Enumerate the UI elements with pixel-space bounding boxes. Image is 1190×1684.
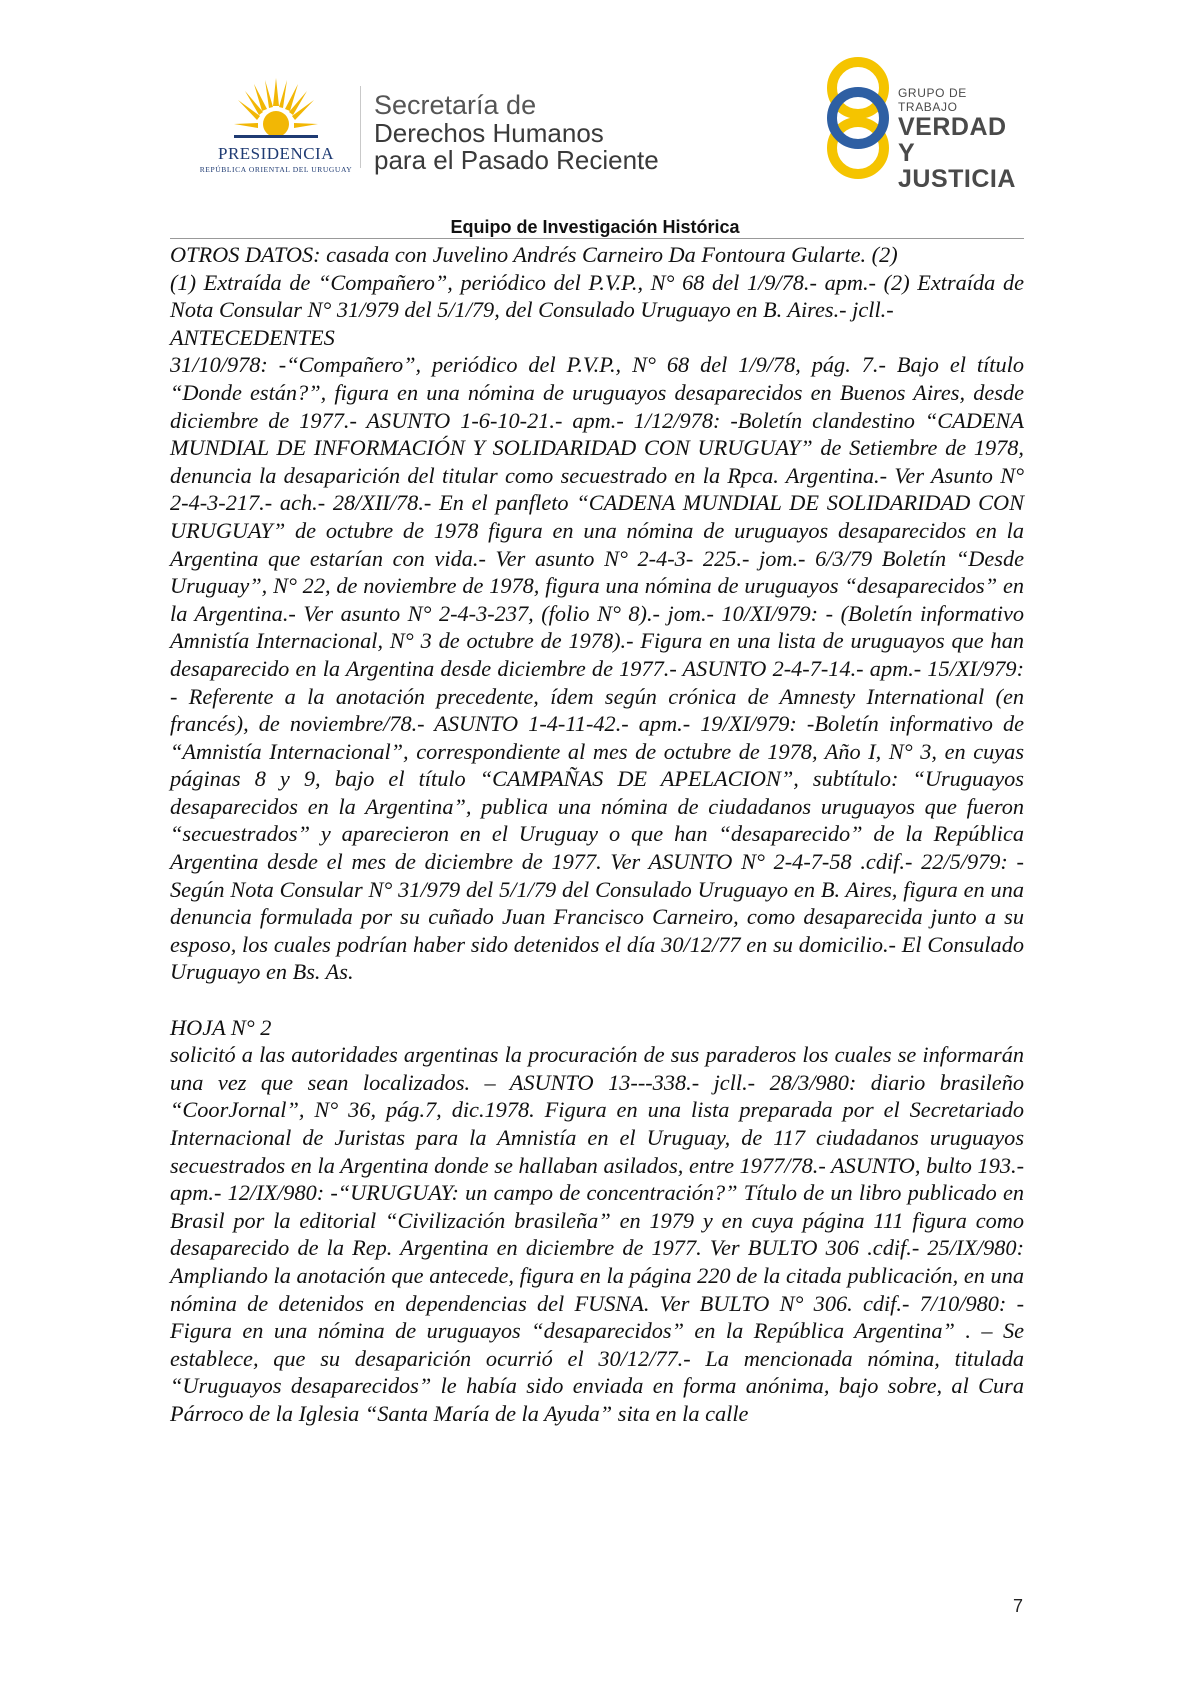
presidencia-logo xyxy=(196,78,356,178)
page-number: 7 xyxy=(1013,1596,1024,1616)
presidencia-subtitle: REPÚBLICA ORIENTAL DEL URUGUAY xyxy=(199,165,353,174)
presidencia-name: PRESIDENCIA xyxy=(217,144,334,163)
footnote: (1) Extraída de “Compañero”, periódico del P.V.P., N° 68 del 1/9/78.- apm.- (2) Extraída de Nota Consular N° 31/979 del 5/1/79, del Consulado Uruguayo en B. Aires.- jcll.- xyxy=(170,269,1024,323)
antecedentes-heading: ANTECEDENTES xyxy=(170,324,335,350)
rings-icon xyxy=(820,56,896,181)
secretaria-line1: Secretaría de xyxy=(374,90,537,120)
gtvj-line1: GRUPO DE TRABAJO xyxy=(898,86,967,114)
sun-icon xyxy=(234,78,318,138)
document-body xyxy=(170,241,1024,1428)
secretaria-line2: Derechos Humanos xyxy=(374,118,604,148)
verdad-justicia-text xyxy=(898,86,1030,192)
secretaria-line3: para el Pasado Reciente xyxy=(374,145,659,175)
paragraph-gap xyxy=(170,986,1024,1014)
secretaria-logo xyxy=(374,90,659,174)
team-title: Equipo de Investigación Histórica xyxy=(450,217,740,237)
hoja-heading: HOJA N° 2 xyxy=(170,1014,272,1040)
hoja-text: solicitó a las autoridades argentinas la procuración de sus paraderos los cuales se informarán una vez que sean localizados. – ASUNTO 13---338.- jcll.- 28/3/980: diario brasileño “CoorJornal”, N° 36, pág.7, dic.1978. Figura en una lista preparada por el Secretariado Internacional de Juristas para la Amnistía en el Uruguay, de 117 ciudadanos uruguayos secuestrados en la Argentina donde se hallaban asilados, entre 1977/78.- ASUNTO, bulto 193.- apm.- 12/IX/980: -“URUGUAY: un campo de concentración?” Título de un libro publicado en Brasil por la editorial “Civilización brasileña” en 1979 y en cuya página 111 figura como desaparecido de la Rep. Argentina en diciembre de 1977. Ver BULTO 306 .cdif.- 25/IX/980: Ampliando la anotación que antecede, figura en la página 220 de la citada publicación, en una nómina de detenidos en dependencias del FUSNA. Ver BULTO N° 306. cdif.- 7/10/980: - Figura en una nómina de uruguayos “desaparecidos” en la República Argentina” . – Se establece, que su desaparición ocurrió el 30/12/77.- La mencionada nómina, titulada “Uruguayos desaparecidos” le había sido enviada en forma anónima, bajo sobre, al Cura Párroco de la Iglesia “Santa María de la Ayuda” sita en la calle xyxy=(170,1042,1024,1426)
header-rule xyxy=(170,238,1024,239)
antecedentes-text: 31/10/978: -“Compañero”, periódico del P.V.P., N° 68 del 1/9/78, pág. 7.- Bajo el título “Donde están?”, figura en una nómina de uruguayos desaparecidos en Buenos Aires, desde diciembre de 1977.- ASUNTO 1-6-10-21.- apm.- 1/12/978: -Boletín clandestino “CADENA MUNDIAL DE INFORMACIÓN Y SOLIDARIDAD CON URUGUAY” de Setiembre de 1978, denuncia la desaparición del titular como secuestrado en la Rpca. Argentina.- Ver Asunto N° 2-4-3-217.- ach.- 28/XII/78.- En el panfleto “CADENA MUNDIAL DE SOLIDARIDAD CON URUGUAY” de octubre de 1978 figura en una nómina de uruguayos desaparecidos en la Argentina que estarían con vida.- Ver asunto N° 2-4-3- 225.- jom.- 6/3/79 Boletín “Desde Uruguay”, N° 22, de noviembre de 1978, figura una nómina de uruguayos “desaparecidos” en la Argentina.- Ver asunto N° 2-4-3-237, (folio N° 8).- jom.- 10/XI/979: - (Boletín informativo Amnistía Internacional, N° 3 de octubre de 1978).- Figura en una lista de uruguayos que han desaparecido en la Argentina desde diciembre de 1977.- ASUNTO 2-4-7-14.- apm.- 15/XI/979: - Referente a la anotación precedente, ídem según crónica de Amnesty International (en francés), de noviembre/78.- ASUNTO 1-4-11-42.- apm.- 19/XI/979: -Boletín informativo de “Amnistía Internacional”, correspondiente al mes de octubre de 1978, Año I, N° 3, en cuyas páginas 8 y 9, bajo el título “CAMPAÑAS DE APELACION”, subtítulo: “Uruguayos desaparecidos en la Argentina”, publica una nómina de ciudadanos uruguayos que fueron “secuestrados” y aparecieron en el Uruguay o que han “desaparecido” de la República Argentina desde el mes de diciembre de 1977. Ver ASUNTO N° 2-4-7-58 .cdif.- 22/5/979: - Según Nota Consular N° 31/979 del 5/1/79 del Consulado Uruguayo en B. Aires, figura en una denuncia formulada por su cuñado Juan Francisco Carneiro, como desaparecida junto a su esposo, los cuales podrían haber sido detenidos el día 30/12/77 en su domicilio.- El Consulado Uruguayo en Bs. As. xyxy=(170,352,1024,985)
logo-divider xyxy=(360,86,361,168)
gtvj-line2: VERDAD Y xyxy=(898,113,1007,167)
verdad-justicia-logo xyxy=(820,56,1030,193)
gtvj-line3: JUSTICIA xyxy=(898,165,1016,193)
otros-datos: OTROS DATOS: casada con Juvelino Andrés Carneiro Da Fontoura Gularte. (2) xyxy=(170,242,898,267)
page-header xyxy=(0,0,1190,237)
